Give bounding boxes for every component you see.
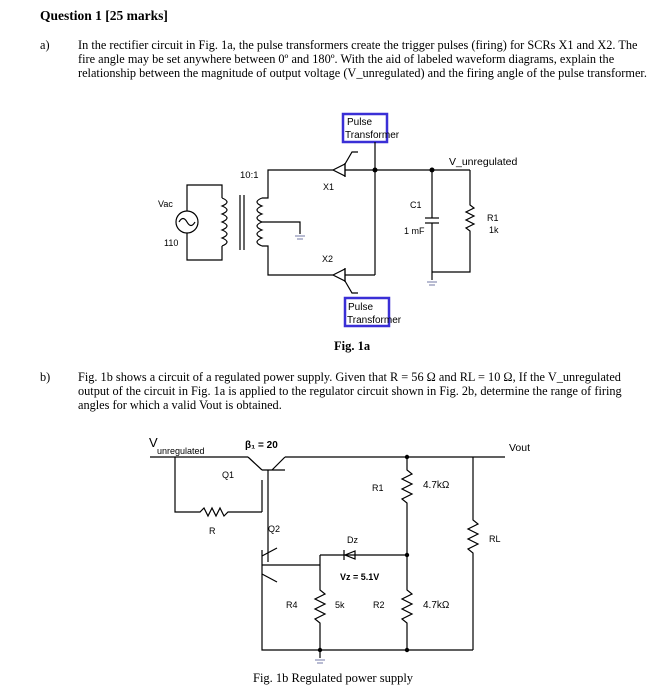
v-unregulated-label: V_unregulated (449, 156, 518, 168)
vin-main: V (149, 435, 158, 450)
vz-label: V⁠z = 5.1V (340, 572, 380, 582)
dz-label: Dz (347, 535, 358, 545)
pulse-bottom-line2: Transformer (347, 315, 402, 326)
r2-value: 4.7kΩ (423, 600, 450, 611)
pulse-top-line1: Pulse (347, 117, 373, 128)
pulse-bottom-line1: Pulse (348, 302, 374, 313)
x2-label: X2 (322, 254, 334, 264)
r1b-label: R1 (372, 483, 384, 493)
beta-label: β₁ = 20 (245, 440, 278, 451)
ratio-label: 10:1 (240, 170, 259, 181)
r4-label: R4 (286, 600, 298, 610)
r4-value: 5k (335, 600, 345, 610)
question-title: Question 1 [25 marks] (40, 8, 168, 23)
vout-label: Vout (509, 442, 531, 454)
r1b-value: 4.7kΩ (423, 480, 450, 491)
part-a-label: a) (40, 38, 50, 52)
q1-label: Q1 (222, 470, 235, 480)
fig-1a-caption: Fig. 1a (334, 339, 371, 353)
c1-value: 1 mF (404, 226, 425, 236)
vac-label: Vac (158, 199, 173, 209)
pulse-top-line2: Transformer (345, 130, 400, 141)
c1-label: C1 (410, 200, 422, 210)
r-label: R (209, 526, 216, 536)
r1-label: R1 (487, 213, 499, 223)
q2-label: Q2 (268, 524, 281, 534)
fig-1b-caption: Fig. 1b Regulated power supply (253, 671, 414, 685)
vin-sub: unregulated (157, 446, 205, 456)
part-b-label: b) (40, 370, 51, 384)
r1-value: 1k (489, 225, 499, 235)
x1-label: X1 (323, 182, 335, 192)
part-a-text: In the rectifier circuit in Fig. 1a, the pulse transformers create the trigger pulses (firing) for SCRs X1 and X2. The fire angle may be set anywhere between 0º and 180º. With the aid of labeled waveform diagrams, explain the relationship between the magnitude of output voltage (V_unregulated) and the firing angle of the pulse transformer. (78, 38, 647, 80)
rl-label: RL (489, 534, 501, 544)
vac-value: 110 (164, 238, 179, 248)
r2-label: R2 (373, 600, 385, 610)
part-b-text: Fig. 1b shows a circuit of a regulated power supply. Given that R = 56 Ω and RL = 10 Ω, If the V_unregulated output of the circuit in Fig. 1a is applied to the regulator circuit shown in Fig. 2b, determine the range of firing angles for which a valid Vout is obtained. (78, 370, 622, 412)
